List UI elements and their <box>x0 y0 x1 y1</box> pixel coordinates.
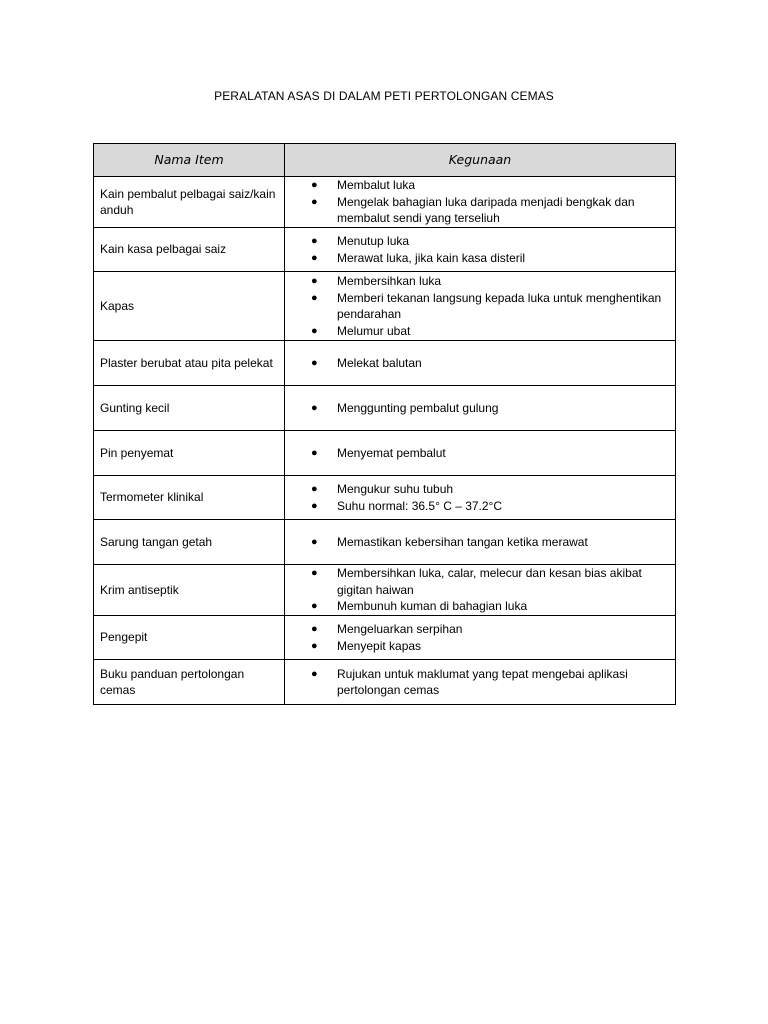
usage-item <box>285 621 667 638</box>
table-header-row <box>94 144 676 177</box>
bullet-icon: ● <box>311 195 318 208</box>
usage-cell <box>285 431 676 476</box>
table-row <box>94 177 676 228</box>
table-row <box>94 520 676 565</box>
table-row <box>94 341 676 386</box>
first-aid-equipment-table <box>93 143 676 705</box>
bullet-icon: ● <box>311 667 318 680</box>
usage-item <box>285 565 667 598</box>
item-name-cell: Buku panduan pertolongan cemas <box>94 660 285 705</box>
usage-list <box>285 481 667 514</box>
usage-list <box>285 565 667 615</box>
item-name-cell: Pin penyemat <box>94 431 285 476</box>
table-row <box>94 386 676 431</box>
usage-list <box>285 355 667 372</box>
usage-text: Mengelak bahagian luka daripada menjadi bengkak dan membalut sendi yang terseliuh <box>337 194 635 226</box>
usage-item <box>285 194 667 227</box>
item-name-cell: Sarung tangan getah <box>94 520 285 565</box>
usage-list <box>285 273 667 339</box>
usage-item <box>285 233 667 250</box>
table-row <box>94 565 676 616</box>
usage-item <box>285 445 667 462</box>
usage-text: Membunuh kuman di bahagian luka <box>337 599 528 614</box>
usage-item <box>285 250 667 267</box>
bullet-icon: ● <box>311 251 318 264</box>
usage-list <box>285 400 667 417</box>
usage-item <box>285 323 667 340</box>
usage-item <box>285 177 667 194</box>
usage-text: Mengukur suhu tubuh <box>337 482 454 496</box>
usage-item <box>285 290 667 323</box>
bullet-icon: ● <box>311 600 318 613</box>
usage-text: Menutup luka <box>337 234 410 248</box>
usage-cell <box>285 228 676 272</box>
usage-text: Membersihkan luka <box>337 274 442 288</box>
usage-item <box>285 273 667 290</box>
bullet-icon: ● <box>311 623 318 635</box>
usage-list <box>285 445 667 462</box>
usage-cell <box>285 476 676 520</box>
document-title: PERALATAN ASAS DI DALAM PETI PERTOLONGAN CEMAS <box>214 89 554 103</box>
bullet-icon: ● <box>311 179 318 192</box>
usage-text: Memastikan kebersihan tangan ketika merawat <box>337 534 588 549</box>
table-row <box>94 476 676 520</box>
item-name-cell: Kain pembalut pelbagai saiz/kain anduh <box>94 177 285 228</box>
usage-item <box>285 400 667 417</box>
usage-item <box>285 598 667 615</box>
bullet-icon: ● <box>311 499 318 512</box>
usage-text: Memberi tekanan langsung kepada luka untuk menghentikan pendarahan <box>337 290 662 321</box>
usage-item <box>285 355 667 372</box>
table-row <box>94 431 676 476</box>
usage-cell <box>285 341 676 386</box>
usage-item <box>285 534 667 551</box>
bullet-icon: ● <box>311 446 318 459</box>
usage-list <box>285 621 667 654</box>
bullet-icon: ● <box>311 401 318 414</box>
usage-item <box>285 498 667 515</box>
column-header-usage: Kegunaan <box>285 144 676 177</box>
usage-text: Mengeluarkan serpihan <box>337 622 463 636</box>
bullet-icon: ● <box>311 235 318 247</box>
usage-item <box>285 638 667 655</box>
usage-text: Melumur ubat <box>337 323 411 338</box>
usage-text: Menggunting pembalut gulung <box>337 400 499 415</box>
bullet-icon: ● <box>311 483 318 495</box>
table-row <box>94 272 676 341</box>
usage-text: Menyemat pembalut <box>337 445 446 460</box>
usage-cell <box>285 616 676 660</box>
table-row <box>94 660 676 705</box>
usage-cell <box>285 660 676 705</box>
usage-text: Merawat luka, jika kain kasa disteril <box>337 250 526 265</box>
bullet-icon: ● <box>311 291 318 304</box>
item-name-cell: Krim antiseptik <box>94 565 285 616</box>
usage-cell <box>285 565 676 616</box>
usage-text: Melekat balutan <box>337 355 422 370</box>
usage-cell <box>285 520 676 565</box>
item-name-cell: Plaster berubat atau pita pelekat <box>94 341 285 386</box>
item-name-cell: Gunting kecil <box>94 386 285 431</box>
bullet-icon: ● <box>311 275 318 287</box>
item-name-cell: Termometer klinikal <box>94 476 285 520</box>
usage-text: Rujukan untuk maklumat yang tepat mengebai aplikasi pertolongan cemas <box>337 666 628 697</box>
bullet-icon: ● <box>311 324 318 337</box>
bullet-icon: ● <box>311 535 318 548</box>
usage-list <box>285 666 667 699</box>
item-name-cell: Pengepit <box>94 616 285 660</box>
usage-item <box>285 481 667 498</box>
usage-cell <box>285 177 676 228</box>
bullet-icon: ● <box>311 639 318 652</box>
usage-list <box>285 177 667 227</box>
usage-list <box>285 233 667 266</box>
bullet-icon: ● <box>311 567 318 580</box>
usage-item <box>285 666 667 699</box>
usage-cell <box>285 386 676 431</box>
usage-text: Menyepit kapas <box>337 638 422 653</box>
table-row <box>94 616 676 660</box>
table-row <box>94 228 676 272</box>
column-header-item-name: Nama Item <box>94 144 285 177</box>
bullet-icon: ● <box>311 356 318 369</box>
usage-text: Suhu normal: 36.5° C – 37.2°C <box>337 498 503 513</box>
usage-text: Membalut luka <box>337 178 416 193</box>
usage-cell <box>285 272 676 341</box>
usage-list <box>285 534 667 551</box>
usage-text: Membersihkan luka, calar, melecur dan kesan bias akibat gigitan haiwan <box>337 566 642 597</box>
item-name-cell: Kapas <box>94 272 285 341</box>
item-name-cell: Kain kasa pelbagai saiz <box>94 228 285 272</box>
